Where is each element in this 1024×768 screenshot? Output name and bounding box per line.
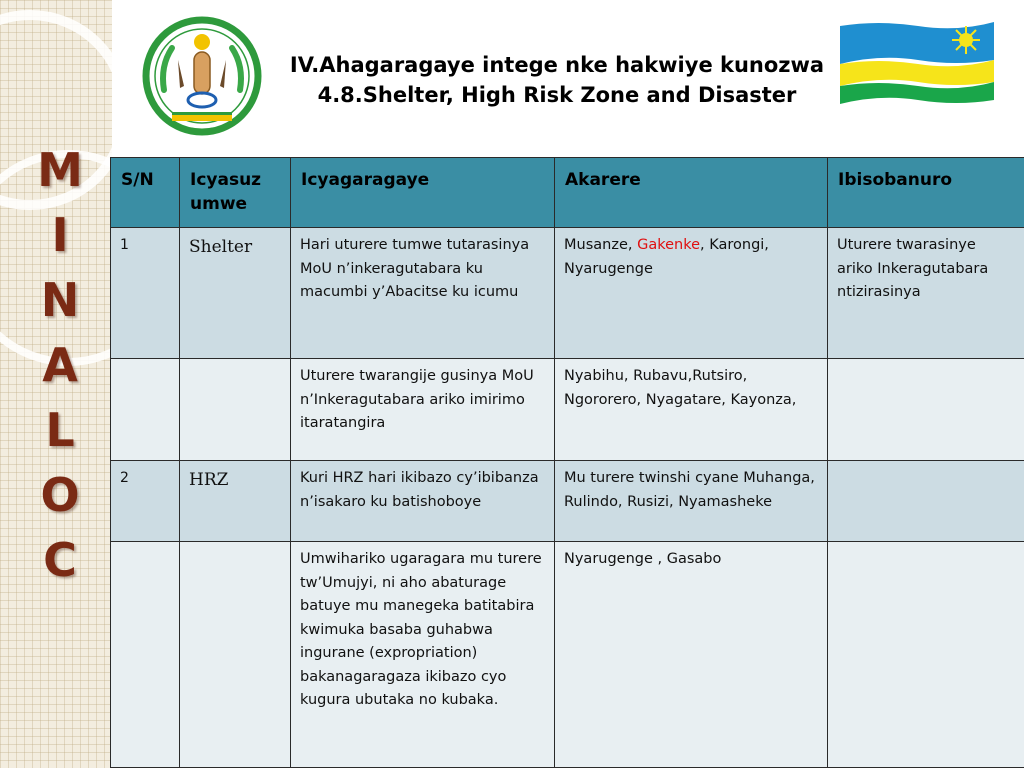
- cell-notes: Uturere twarasinye ariko Inkeragutabara ntizirasinya: [828, 228, 1024, 359]
- cell-district: Mu turere twinshi cyane Muhanga, Rulindo, Rusizi, Nyamasheke: [555, 461, 828, 542]
- findings-table-container: [110, 157, 1024, 768]
- cell-district: Nyabihu, Rubavu,Rutsiro, Ngororero, Nyagatare, Kayonza,: [555, 359, 828, 461]
- cell-item: HRZ: [180, 461, 291, 542]
- header-item: Icyasuz umwe: [180, 158, 291, 228]
- cell-observed: Umwihariko ugaragara mu turere tw’Umujyi, ni aho abaturage batuye mu manegeka batitabira kwimuka basaba guhabwa ingurane (expropriation) bakanagaragaza ikibazo cyo kugura ubutaka no kubaka.: [291, 542, 555, 768]
- cell-item: Shelter: [180, 228, 291, 359]
- title-line-2: 4.8.Shelter, High Risk Zone and Disaster: [317, 83, 797, 107]
- minaloc-letter: I: [51, 208, 69, 262]
- cell-item: [180, 359, 291, 461]
- table-row: [111, 461, 1024, 542]
- table-row: [111, 228, 1024, 359]
- cell-notes: [828, 461, 1024, 542]
- minaloc-letter: M: [37, 143, 83, 197]
- cell-sn: [111, 542, 180, 768]
- minaloc-letter: L: [45, 403, 75, 457]
- cell-observed: Kuri HRZ hari ikibazo cy’ibibanza n’isakaro ku batishoboye: [291, 461, 555, 542]
- title-line-1: IV.Ahagaragaye intege nke hakwiye kunozwa: [289, 53, 825, 77]
- cell-item: [180, 542, 291, 768]
- findings-table: [110, 157, 1024, 768]
- table-header-row: [111, 158, 1024, 228]
- minaloc-letter: N: [40, 273, 80, 327]
- rwanda-flag-icon: [838, 18, 996, 104]
- table-row: [111, 359, 1024, 461]
- table-row: [111, 542, 1024, 768]
- header-sn: S/N: [111, 158, 180, 228]
- header-district: Akarere: [555, 158, 828, 228]
- header-notes: Ibisobanuro: [828, 158, 1024, 228]
- cell-notes: [828, 542, 1024, 768]
- slide-title: [262, 50, 852, 110]
- cell-observed: Hari uturere tumwe tutarasinya MoU n’inkeragutabara ku macumbi y’Abacitse ku icumu: [291, 228, 555, 359]
- header-observed: Icyagaragaye: [291, 158, 555, 228]
- district-text: , Karongi, Nyarugenge: [564, 237, 769, 277]
- cell-notes: [828, 359, 1024, 461]
- minaloc-vertical-logo: [0, 138, 120, 593]
- cell-sn: 1: [111, 228, 180, 359]
- cell-sn: 2: [111, 461, 180, 542]
- cell-district: [555, 228, 828, 359]
- minaloc-letter: C: [43, 533, 77, 587]
- minaloc-letter: O: [40, 468, 80, 522]
- district-highlight: Gakenke: [637, 237, 701, 253]
- cell-district: Nyarugenge , Gasabo: [555, 542, 828, 768]
- rwanda-seal-icon: [142, 16, 262, 140]
- district-text: Musanze,: [564, 237, 638, 253]
- cell-observed: Uturere twarangije gusinya MoU n’Inkeragutabara ariko imirimo itaratangira: [291, 359, 555, 461]
- cell-sn: [111, 359, 180, 461]
- minaloc-letter: A: [42, 338, 78, 392]
